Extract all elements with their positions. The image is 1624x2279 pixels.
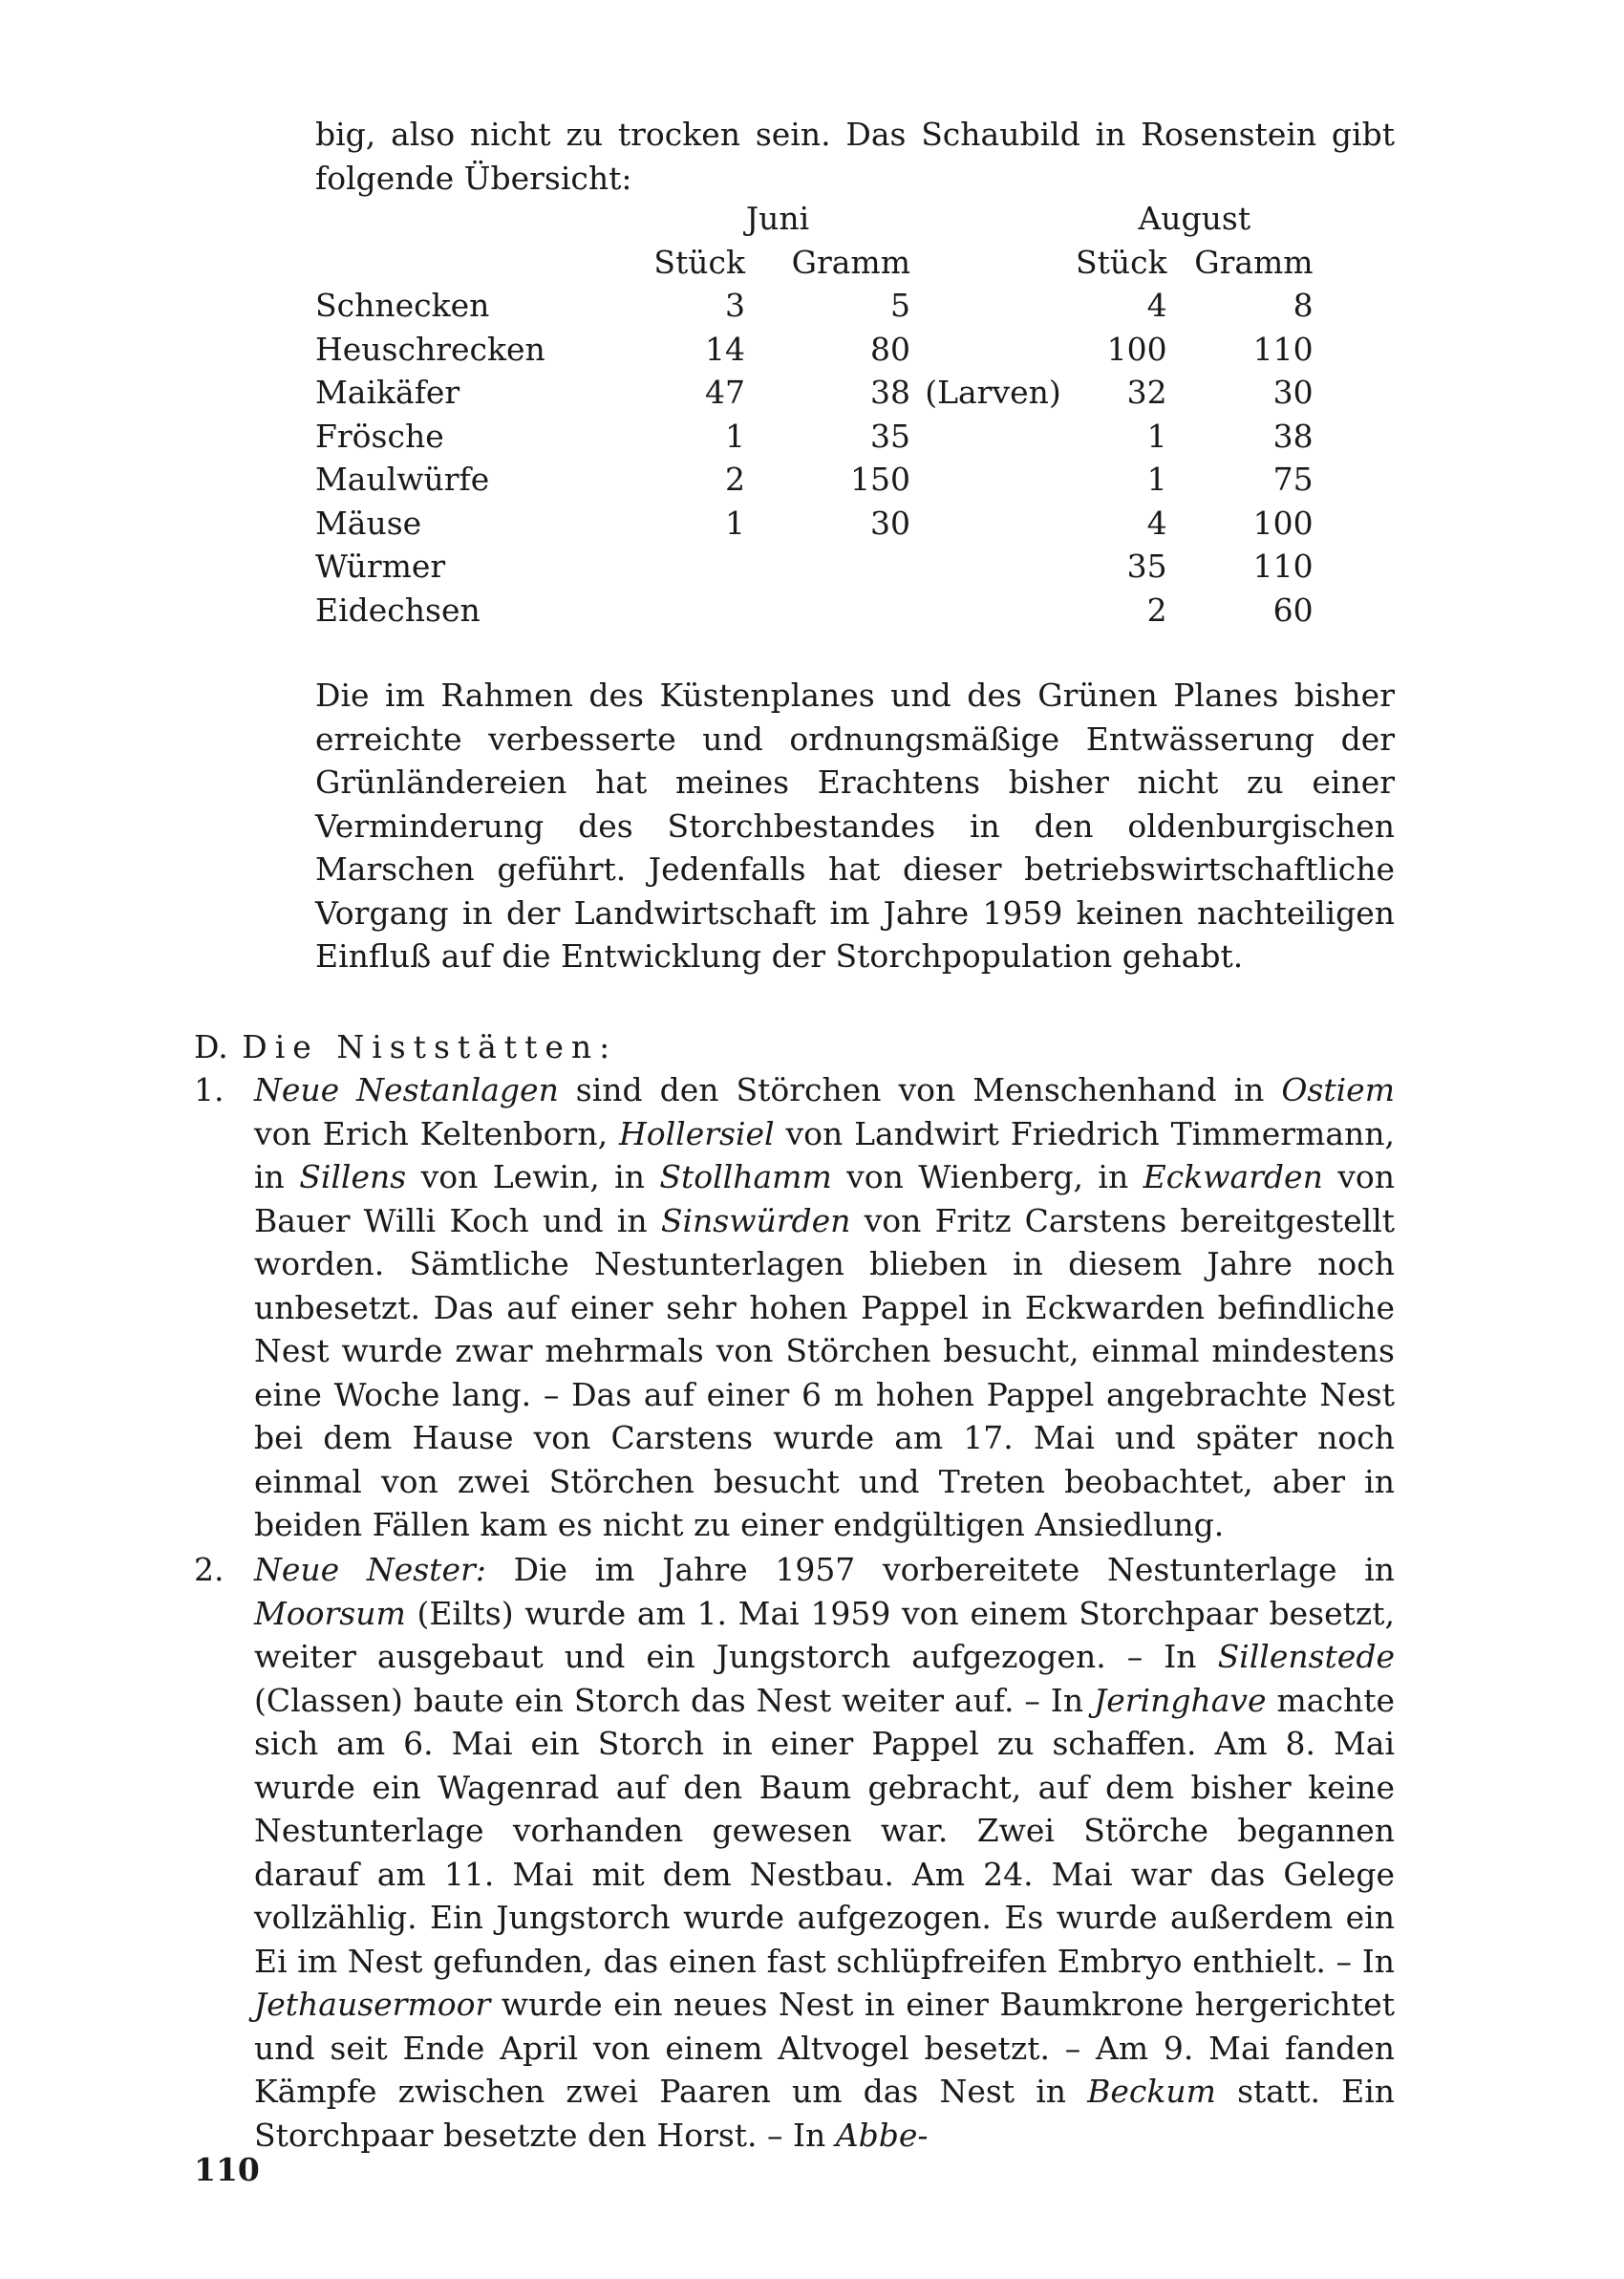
table-row (315, 502, 1314, 546)
intro-line-2: folgende Übersicht: (315, 159, 632, 197)
text-run: von Fritz Carstens bereitgestellt worden. Sämtliche Nestunterlagen blieben in diesem Jahre noch unbesetzt. Das auf einer sehr hohen Pappel in Eckwarden befindliche Nest wurde zwar mehrmals von Störchen besucht, einmal mindestens eine Woche lang. – Das auf einer 6 m hohen Pappel angebrachte Nest bei dem Hause von Carstens wurde am 17. Mai und später noch einmal von zwei Störchen besucht und Treten beobachtet, aber in beiden Fällen kam es nicht zu einer endgültigen Ansiedlung. (254, 1201, 1396, 1543)
june-gramm (745, 589, 910, 633)
text-run: von Lewin, in (406, 1158, 660, 1195)
item-lead: Neue Nestanlagen (254, 1071, 559, 1108)
place-name: Beckum (1087, 2073, 1216, 2110)
text-run: sind den Störchen von Menschenhand in (558, 1071, 1282, 1108)
august-gramm: 8 (1293, 287, 1314, 325)
row-name: Maikäfer (315, 374, 460, 412)
june-stueck: 14 (705, 330, 745, 368)
june-gramm: 150 (850, 461, 910, 499)
june-gramm: 5 (890, 287, 910, 325)
june-gramm (745, 545, 910, 589)
item-number: 1. (194, 1071, 224, 1108)
table-row (315, 328, 1314, 372)
place-name: Sillenstede (1217, 1638, 1395, 1675)
row-name: Frösche (315, 417, 444, 455)
row-note (910, 284, 1076, 328)
intro-line-1: big, also nicht zu trocken sein. Das Schaubild in Rosenstein gibt (315, 116, 1395, 153)
table-row (315, 371, 1314, 415)
place-name: Hollersiel (618, 1114, 775, 1152)
text-run: von Landwirt Friedrich Timmermann, in (254, 1114, 1395, 1195)
august-stueck: 35 (1126, 548, 1167, 586)
item-text (254, 1548, 1395, 2157)
text-run: Die im Jahre 1957 vorbereitete Nestunterlage in (485, 1551, 1395, 1588)
group-june: Juni (745, 200, 810, 238)
august-gramm: 38 (1272, 417, 1314, 455)
row-name: Maulwürfe (315, 461, 490, 499)
text-run: wurde ein neues Nest in einer Baumkrone hergerichtet und seit Ende April von einem Altvogel besetzt. – Am 9. Mai fanden Kämpfe zwischen zwei Paaren um das Nest in (254, 1986, 1395, 2110)
col-gramm-august: Gramm (1194, 243, 1314, 281)
august-gramm: 30 (1272, 374, 1314, 412)
june-stueck (645, 589, 745, 633)
place-name: Sinswürden (660, 1201, 851, 1239)
august-gramm: 100 (1252, 504, 1314, 542)
drainage-paragraph (315, 674, 1395, 978)
text-run: machte sich am 6. Mai ein Storch in einer Pappel zu schaffen. Am 8. Mai wurde ein Wagenrad auf den Baum gebracht, auf dem bisher keine Nestunterlage vorhanden gewesen war. Zwei Störche begannen darauf am 11. Mai mit dem Nestbau. Am 24. Mai war das Gelege vollzählig. Ein Jungstorch wurde aufgezogen. Es wurde außerdem ein Ei im Nest gefunden, das einen fast schlüpfreifen Embryo enthielt. – In (254, 1681, 1395, 1980)
place-name: Eckwarden (1143, 1158, 1323, 1195)
august-stueck: 2 (1146, 591, 1167, 629)
place-name: Moorsum (254, 1594, 406, 1632)
august-stueck: 4 (1146, 504, 1167, 542)
text-run: von Bauer Willi Koch und in (254, 1158, 1395, 1239)
august-stueck: 32 (1126, 374, 1167, 412)
august-gramm: 110 (1252, 330, 1314, 368)
place-name: Abbe- (835, 2116, 929, 2154)
row-note (910, 502, 1076, 546)
place-name: Jethausermoor (254, 1986, 491, 2023)
row-name: Würmer (315, 548, 446, 586)
text-run: statt. Ein Storchpaar besetzte den Horst. – In (254, 2073, 1395, 2154)
row-note (910, 458, 1076, 502)
table-row (315, 415, 1314, 459)
row-note: (Larven) (925, 374, 1061, 412)
june-stueck: 2 (725, 461, 745, 499)
text-run: (Classen) baute ein Storch das Nest weiter auf. – In (254, 1681, 1094, 1719)
item-lead: Neue Nester: (254, 1551, 486, 1588)
august-stueck: 1 (1146, 417, 1167, 455)
group-august: August (1138, 200, 1251, 238)
row-name: Heuschrecken (315, 330, 545, 368)
august-stueck: 100 (1106, 330, 1167, 368)
row-name: Schnecken (315, 287, 490, 325)
table-row (315, 589, 1314, 633)
food-table (315, 197, 1314, 632)
page-number: 110 (194, 2151, 260, 2188)
place-name: Jeringhave (1094, 1681, 1267, 1719)
place-name: Ostiem (1281, 1071, 1395, 1108)
place-name: Stollhamm (659, 1158, 832, 1195)
june-stueck (645, 545, 745, 589)
intro-paragraph (315, 113, 1395, 200)
row-note (910, 545, 1076, 589)
list-item (194, 1548, 1395, 2157)
june-gramm: 30 (870, 504, 910, 542)
table-group-header (315, 197, 1314, 241)
june-gramm: 35 (870, 417, 910, 455)
august-gramm: 60 (1272, 591, 1314, 629)
june-stueck: 1 (725, 504, 745, 542)
row-note (910, 328, 1076, 372)
table-row (315, 284, 1314, 328)
june-stueck: 1 (725, 417, 745, 455)
place-name: Sillens (299, 1158, 407, 1195)
august-gramm: 110 (1252, 548, 1314, 586)
col-stueck-june: Stück (653, 243, 745, 281)
august-gramm: 75 (1272, 461, 1314, 499)
text-run: von Wienberg, in (831, 1158, 1143, 1195)
table-sub-header (315, 241, 1314, 285)
june-stueck: 47 (705, 374, 745, 412)
june-gramm: 80 (870, 330, 910, 368)
text-run: (Eilts) wurde am 1. Mai 1959 von einem Storchpaar besetzt, weiter ausgebaut und ein Jungstorch aufgezogen. – In (254, 1594, 1395, 1675)
august-stueck: 4 (1146, 287, 1167, 325)
row-name: Mäuse (315, 504, 422, 542)
section-heading (194, 1025, 617, 1069)
row-name: Eidechsen (315, 591, 481, 629)
august-stueck: 1 (1146, 461, 1167, 499)
col-stueck-august: Stück (1076, 243, 1167, 281)
row-note (910, 415, 1076, 459)
col-gramm-june: Gramm (791, 243, 910, 281)
item-number: 2. (194, 1551, 224, 1588)
section-letter: D. (194, 1028, 228, 1065)
drainage-text: Die im Rahmen des Küstenplanes und des Grünen Planes bisher erreichte verbesserte und ordnungsmäßige Entwässerung der Grünländereien hat meines Erachtens bisher nicht zu einer Verminderung des Storchbestandes in den oldenburgischen Marschen geführt. Jedenfalls hat dieser betriebswirtschaftliche Vorgang in der Landwirtschaft im Jahre 1959 keinen nachteiligen Einfluß auf die Entwicklung der Storchpopulation gehabt. (315, 677, 1395, 975)
june-gramm: 38 (870, 374, 910, 412)
text-run: von Erich Keltenborn, (254, 1114, 619, 1152)
item-text (254, 1068, 1395, 1547)
table-row (315, 458, 1314, 502)
row-note (910, 589, 1076, 633)
table-row (315, 545, 1314, 589)
list-item (194, 1068, 1395, 1547)
june-stueck: 3 (725, 287, 745, 325)
section-title: Die Niststätten: (242, 1028, 618, 1065)
